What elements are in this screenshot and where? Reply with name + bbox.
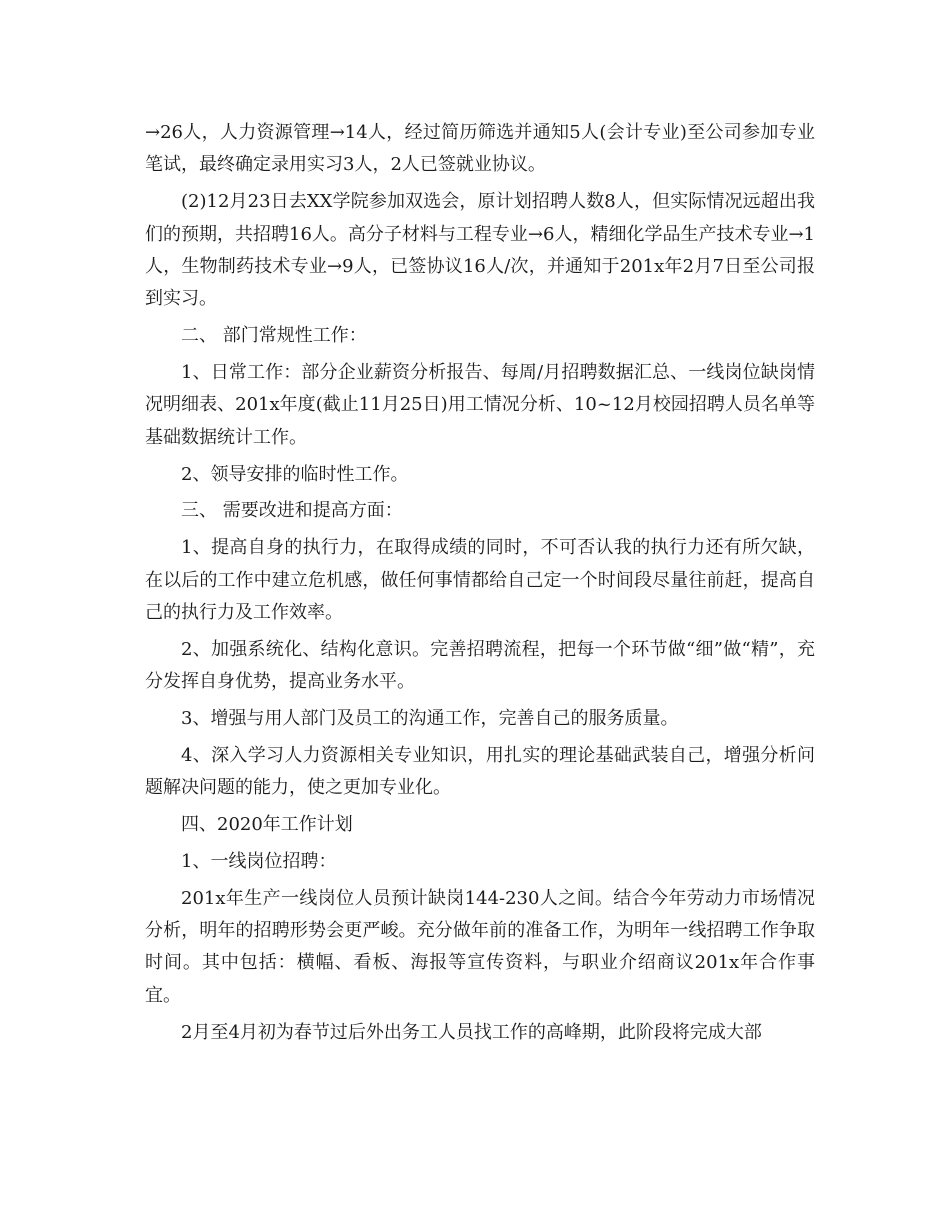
document-body bbox=[145, 117, 815, 1053]
paragraph-frontline-forecast: 201x年生产一线岗位人员预计缺岗144-230人之间。结合今年劳动力市场情况分析，明年的招聘形势会更严峻。充分做年前的准备工作，为明年一线招聘工作争取时间。其中包括：横幅、看板、海报等宣传资料，与职业介绍商议201x年合作事宜。 bbox=[145, 887, 815, 1006]
paragraph-systematization: 2、加强系统化、结构化意识。完善招聘流程，把每一个环节做“细”做“精”，充分发挥自身优势，提高业务水平。 bbox=[145, 638, 815, 693]
paragraph-daily-work: 1、日常工作：部分企业薪资分析报告、每周/月招聘数据汇总、一线岗位缺岗情况明细表、201x年度(截止11月25日)用工情况分析、10~12月校园招聘人员名单等基础数据统计工作。 bbox=[145, 362, 815, 448]
paragraph-job-fair: (2)12月23日去XX学院参加双选会，原计划招聘人数8人，但实际情况远超出我们的预期，共招聘16人。高分子材料与工程专业→6人，精细化学品生产技术专业→1人，生物制药技术专业→9人，已签协议16人/次，并通知于201x年2月7日至公司报到实习。 bbox=[145, 191, 815, 310]
paragraph-learning: 4、深入学习人力资源相关专业知识，用扎实的理论基础武装自己，增强分析问题解决问题的能力，使之更加专业化。 bbox=[145, 744, 815, 799]
subheading-frontline-recruitment: 1、一线岗位招聘： bbox=[181, 850, 337, 872]
section-heading-improvements: 三、 需要改进和提高方面： bbox=[181, 500, 403, 522]
paragraph-execution: 1、提高自身的执行力，在取得成绩的同时，不可否认我的执行力还有所欠缺，在以后的工作中建立危机感，做任何事情都给自己定一个时间段尽量往前赶，提高自己的执行力及工作效率。 bbox=[145, 537, 815, 624]
paragraph-temporary-work: 2、领导安排的临时性工作。 bbox=[181, 463, 409, 485]
paragraph-recruitment-result: →26人，人力资源管理→14人，经过简历筛选并通知5人(会计专业)至公司参加专业笔试，最终确定录用实习3人，2人已签就业协议。 bbox=[145, 122, 815, 176]
section-heading-work-plan: 四、2020年工作计划 bbox=[181, 814, 353, 836]
paragraph-peak-period: 2月至4月初为春节过后外出务工人员找工作的高峰期，此阶段将完成大部 bbox=[181, 1021, 762, 1043]
paragraph-communication: 3、增强与用人部门及员工的沟通工作，完善自己的服务质量。 bbox=[181, 708, 679, 730]
section-heading-routine-work: 二、 部门常规性工作： bbox=[181, 325, 367, 347]
